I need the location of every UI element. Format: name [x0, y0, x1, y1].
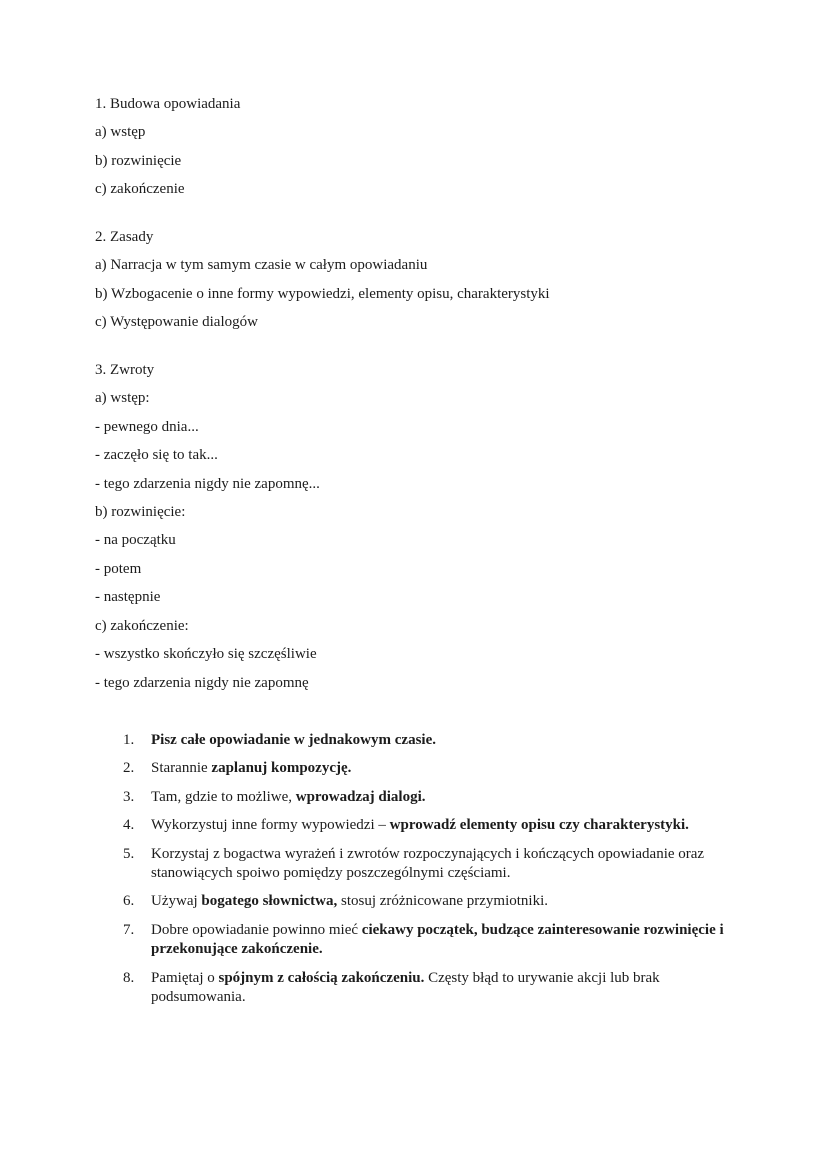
tip-text-segment: Używaj: [151, 893, 202, 910]
tip-text: [151, 731, 736, 750]
tip-item: [95, 845, 788, 884]
section-line: a) wstęp: [95, 124, 146, 141]
tip-item: [95, 788, 788, 807]
tip-text-segment: Wykorzystuj inne formy wypowiedzi –: [151, 817, 390, 834]
section-title: 1. Budowa opowiadania: [95, 96, 241, 112]
tip-text-bold-segment: spójnym z całością zakończeniu.: [218, 969, 425, 986]
section-line: - zaczęło się to tak...: [95, 447, 218, 464]
tip-number: 4.: [123, 817, 135, 834]
tip-item: [95, 921, 788, 960]
section: [95, 361, 788, 693]
tip-text-bold-segment: Pisz całe opowiadanie w jednakowym czasie.: [151, 731, 436, 748]
tip-text: [151, 892, 736, 911]
tip-number: 5.: [123, 845, 135, 862]
tip-text: [151, 921, 736, 960]
section-line: b) rozwinięcie:: [95, 504, 186, 521]
tip-text: [151, 845, 736, 884]
tip-text-segment: Częsty błąd to urywanie akcji lub brak podsumowania.: [151, 969, 660, 1005]
section-line: - na początku: [95, 532, 176, 549]
tip-text-bold-segment: ciekawy początek, budzące zainteresowanie rozwinięcie i przekonujące zakończenie.: [151, 921, 724, 958]
section: [95, 228, 788, 333]
tips-list: [95, 731, 788, 1007]
section-line: b) Wzbogacenie o inne formy wypowiedzi, elementy opisu, charakterystyki: [95, 285, 550, 302]
tip-text-bold-segment: wprowadzaj dialogi.: [295, 788, 426, 805]
section-line: - następnie: [95, 589, 161, 606]
tip-item: [95, 816, 788, 835]
section-title: 2. Zasady: [95, 229, 154, 246]
tip-text-segment: Pamiętaj o: [151, 969, 219, 986]
tip-text: [151, 816, 736, 835]
section-title: 3. Zwroty: [95, 362, 155, 379]
tip-number: 2.: [123, 760, 135, 777]
section-line: a) Narracja w tym samym czasie w całym opowiadaniu: [95, 257, 428, 274]
tip-text: [151, 788, 736, 807]
tip-item: [95, 892, 788, 911]
tip-text: [151, 759, 736, 778]
section-line: - potem: [95, 560, 142, 577]
sections-container: [95, 95, 788, 693]
tip-number: 6.: [123, 893, 135, 910]
tip-item: [95, 759, 788, 778]
section-line: - tego zdarzenia nigdy nie zapomnę: [95, 674, 309, 691]
section-line: b) rozwinięcie: [95, 152, 182, 169]
tip-text-bold-segment: bogatego słownictwa,: [201, 893, 338, 910]
section-line: c) Występowanie dialogów: [95, 314, 258, 331]
tip-text-bold-segment: zaplanuj kompozycję.: [211, 760, 352, 777]
tip-text-segment: Korzystaj z bogactwa wyrażeń i zwrotów rozpoczynających i kończących opowiadanie oraz stanowiących spoiwo pomiędzy poszczególnymi częściami.: [151, 845, 705, 881]
section-line: c) zakończenie: [95, 181, 185, 198]
tip-number: 3.: [123, 788, 135, 805]
section-line: c) zakończenie:: [95, 617, 189, 634]
section-line: a) wstęp:: [95, 390, 150, 407]
section-line: - wszystko skończyło się szczęśliwie: [95, 646, 317, 663]
tip-item: [95, 731, 788, 750]
tip-text-segment: Dobre opowiadanie powinno mieć: [151, 921, 362, 938]
section-line: - pewnego dnia...: [95, 418, 199, 435]
tip-number: 1.: [123, 731, 135, 748]
tip-text-segment: Tam, gdzie to możliwe,: [151, 788, 296, 805]
tip-item: [95, 969, 788, 1008]
tip-text-segment: stosuj zróżnicowane przymiotniki.: [337, 893, 549, 910]
tip-text: [151, 969, 736, 1008]
tip-text-bold-segment: wprowadź elementy opisu czy charakterystyki.: [389, 817, 689, 834]
tip-number: 8.: [123, 969, 135, 986]
tip-text-segment: Starannie: [151, 760, 212, 777]
tip-number: 7.: [123, 921, 135, 938]
section-line: - tego zdarzenia nigdy nie zapomnę...: [95, 475, 320, 492]
section: [95, 95, 788, 200]
